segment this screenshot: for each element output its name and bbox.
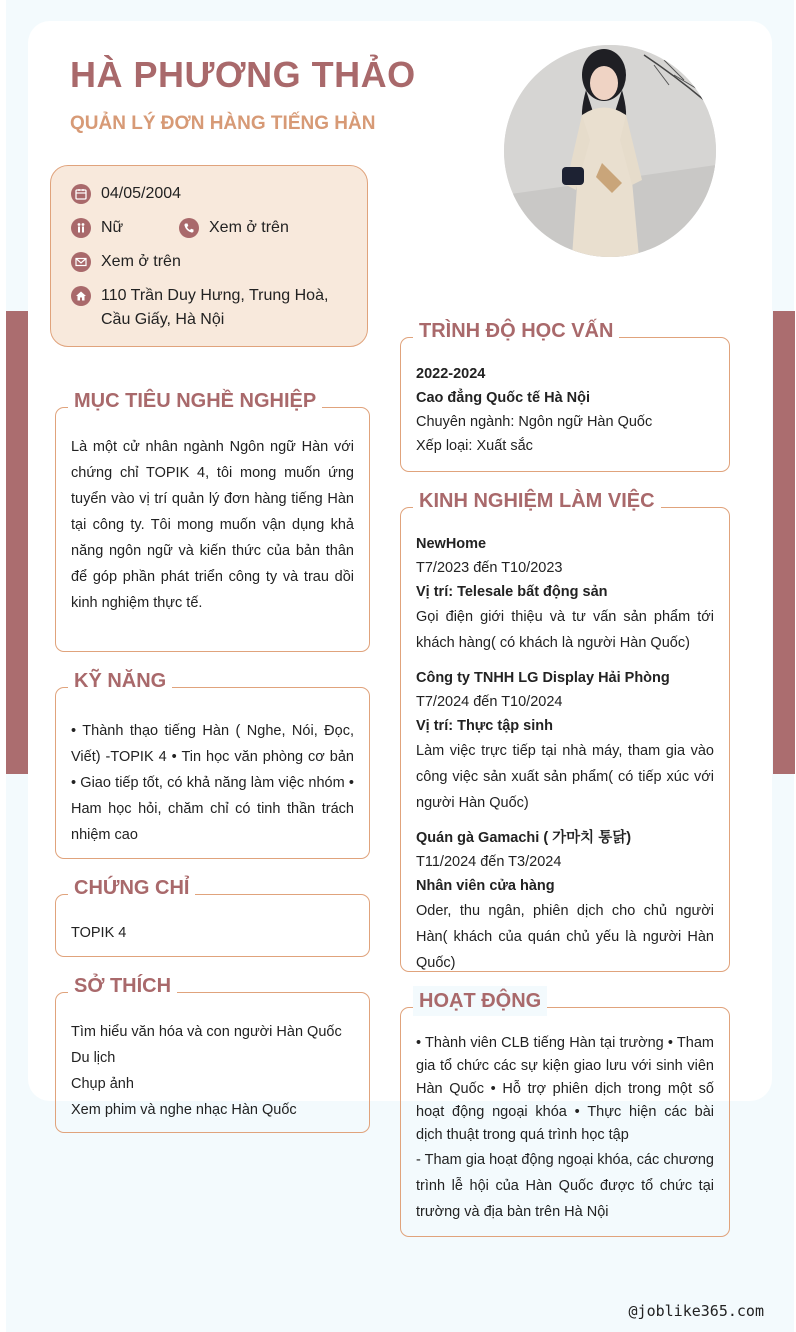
education-grade: Xếp loại: Xuất sắc [416, 438, 533, 454]
dob-row [71, 184, 181, 206]
experience-body [416, 532, 714, 976]
hobby-item: Tìm hiểu văn hóa và con người Hàn Quốc [71, 1024, 342, 1040]
job-period: T7/2024 đến T10/2024 [416, 694, 563, 710]
education-body [416, 362, 714, 458]
address-line-1: 110 Trần Duy Hưng, Trung Hoà, [101, 287, 329, 304]
education-title: TRÌNH ĐỘ HỌC VẤN [413, 316, 619, 346]
hobby-item: Du lịch [71, 1050, 116, 1066]
calendar-icon [71, 184, 91, 204]
home-icon [71, 286, 91, 306]
left-accent-bar [6, 311, 28, 774]
hobbies-list [71, 1019, 354, 1123]
skills-title: KỸ NĂNG [68, 666, 172, 696]
job-period: T11/2024 đến T3/2024 [416, 854, 562, 870]
address-text [101, 284, 328, 332]
gender-row [71, 218, 123, 240]
hobby-item: Xem phim và nghe nhạc Hàn Quốc [71, 1102, 297, 1118]
experience-title: KINH NGHIỆM LÀM VIỆC [413, 486, 661, 516]
dob-text: 04/05/2004 [101, 185, 182, 202]
hobby-item: Chụp ảnh [71, 1076, 134, 1092]
right-accent-bar [773, 311, 795, 774]
job-entry [416, 532, 714, 656]
education-major: Chuyên ngành: Ngôn ngữ Hàn Quốc [416, 414, 653, 430]
education-period: 2022-2024 [416, 366, 486, 382]
candidate-name: HÀ PHƯƠNG THẢO [70, 54, 416, 95]
objective-text: Là một cử nhân ngành Ngôn ngữ Hàn với chứng chỉ TOPIK 4, tôi mong muốn ứng tuyển vào vị trí quản lý đơn hàng tiếng Hàn tại công ty. Tôi mong muốn vận dụng khả năng ngôn ngữ và kiến thức của bản thân để góp phần phát triển công ty và trau dồi kinh nghiệm thực tế. [71, 439, 354, 611]
job-entry [416, 826, 714, 976]
education-school: Cao đẳng Quốc tế Hà Nội [416, 390, 591, 406]
email-row [71, 252, 181, 274]
objective-title: MỤC TIÊU NGHỀ NGHIỆP [68, 386, 322, 416]
skills-text: • Thành thạo tiếng Hàn ( Nghe, Nói, Đọc, Viết) -TOPIK 4 • Tin học văn phòng cơ bản • Giao tiếp tốt, có khả năng làm việc nhóm • Ham học hỏi, chăm chỉ có tinh thần trách nhiệm cao [71, 723, 354, 843]
phone-row [179, 218, 289, 240]
address-row [71, 286, 328, 332]
email-text: Xem ở trên [101, 253, 181, 270]
email-icon [71, 252, 91, 272]
activities-text-2: - Tham gia hoạt động ngoại khóa, các chương trình lễ hội của Hàn Quốc được tổ chức tại trường và địa bàn trên Hà Nội [416, 1152, 714, 1220]
job-position: Nhân viên cửa hàng [416, 878, 555, 894]
job-company: NewHome [416, 536, 487, 552]
address-line-2: Cầu Giấy, Hà Nội [101, 311, 225, 328]
job-description: Gọi điện giới thiệu và tư vấn sản phẩm tới khách hàng( có khách là người Hàn Quốc) [416, 609, 714, 651]
job-position: Vị trí: Thực tập sinh [416, 718, 553, 734]
activities-text-1: • Thành viên CLB tiếng Hàn tại trường • Tham gia tổ chức các sự kiện giao lưu với sinh viên Hàn Quốc • Hỗ trợ phiên dịch trong một số hoạt động ngoại khóa • Thực hiện các bài dịch thuật trong quá trình học tập [416, 1035, 714, 1143]
phone-text: Xem ở trên [209, 219, 289, 236]
experience-section [400, 490, 730, 972]
job-entry [416, 666, 714, 816]
activities-section [400, 990, 730, 1237]
job-company: Công ty TNHH LG Display Hải Phòng [416, 670, 670, 686]
job-description: Oder, thu ngân, phiên dịch cho chủ người Hàn( khách của quán chủ yếu là người Hàn Quốc) [416, 903, 714, 971]
contact-info-box [50, 165, 368, 347]
certificates-title: CHỨNG CHỈ [68, 873, 195, 903]
activities-body [416, 1032, 714, 1225]
certificates-section [55, 877, 370, 957]
certificates-text: TOPIK 4 [71, 925, 127, 941]
gender-text: Nữ [101, 219, 124, 236]
watermark: @joblike365.com [628, 1302, 764, 1320]
job-company: Quán gà Gamachi ( 가마치 통닭) [416, 830, 632, 846]
gender-icon [71, 218, 91, 238]
job-description: Làm việc trực tiếp tại nhà máy, tham gia vào công việc sản xuất sản phẩm( có tiếp xúc với người Hàn Quốc) [416, 743, 714, 811]
job-period: T7/2023 đến T10/2023 [416, 560, 563, 576]
activities-title: HOẠT ĐỘNG [413, 986, 547, 1016]
hobbies-section [55, 975, 370, 1133]
hobbies-title: SỞ THÍCH [68, 971, 177, 1001]
education-section [400, 320, 730, 472]
phone-icon [179, 218, 199, 238]
profile-photo [504, 45, 716, 257]
job-position: Vị trí: Telesale bất động sản [416, 584, 608, 600]
job-title: QUẢN LÝ ĐƠN HÀNG TIẾNG HÀN [70, 113, 376, 134]
objective-section [55, 390, 370, 652]
skills-section [55, 670, 370, 859]
